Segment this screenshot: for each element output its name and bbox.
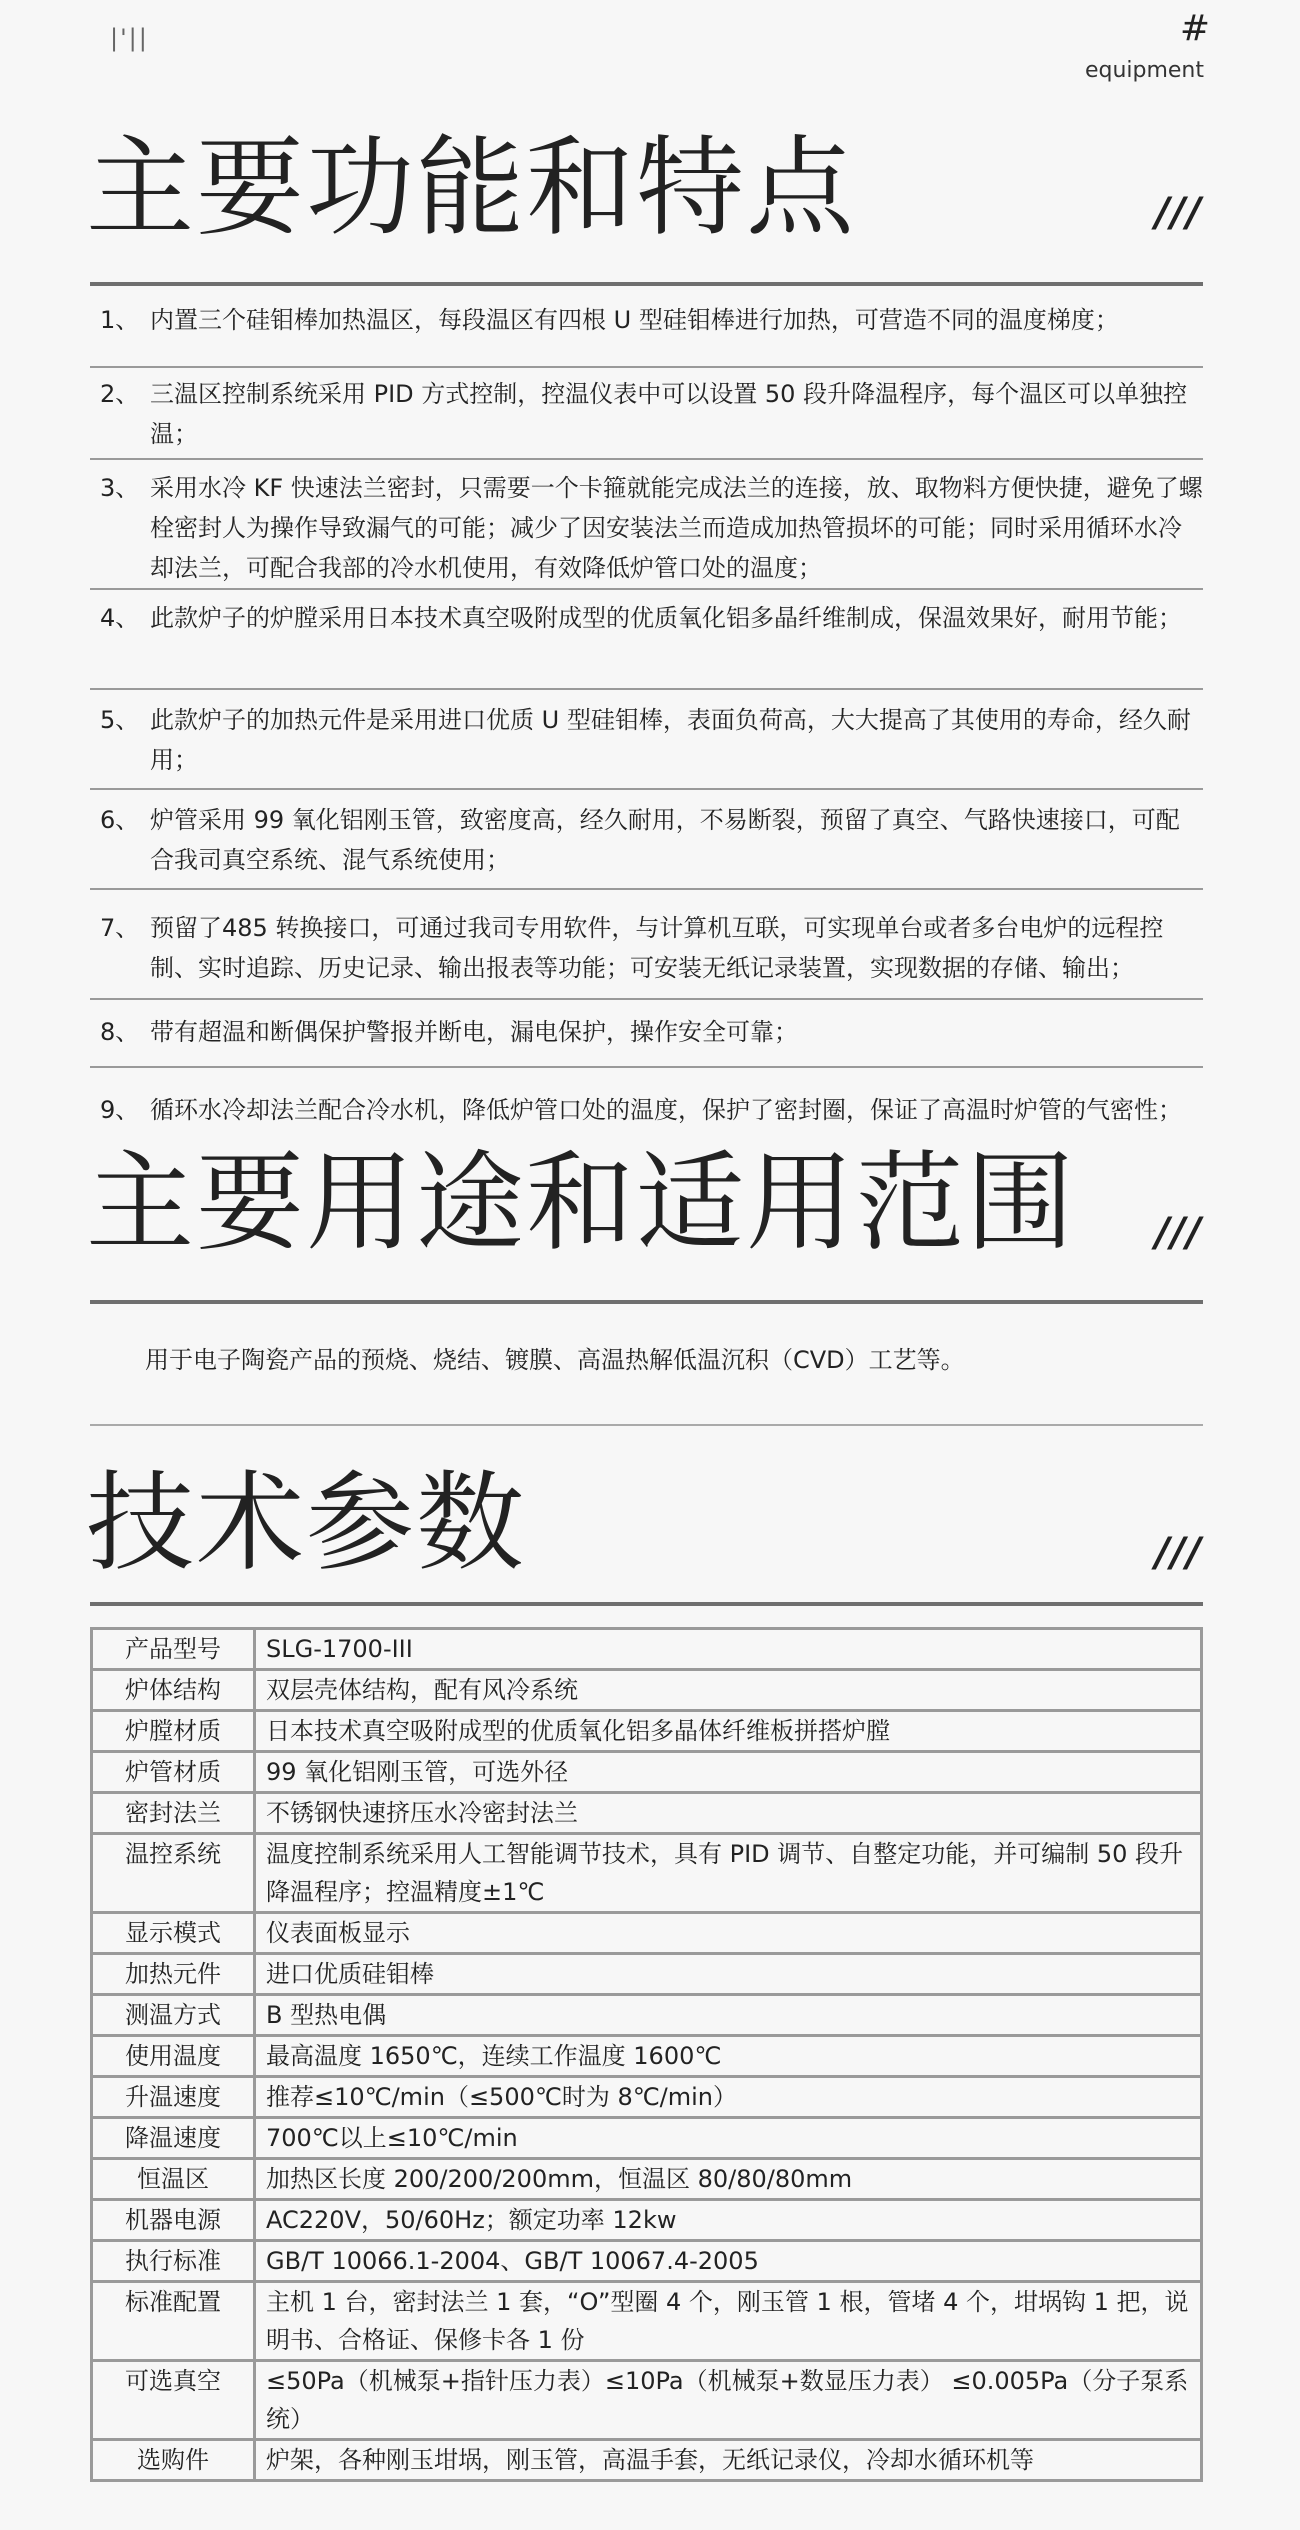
list-item [90, 368, 1203, 460]
spec-value: 温度控制系统采用人工智能调节技术，具有 PID 调节、自整定功能，并可编制 50 段升降温程序；控温精度±1℃ [255, 1834, 1202, 1913]
spec-key: 恒温区 [92, 2159, 255, 2200]
item-text: 内置三个硅钼棒加热温区，每段温区有四根 U 型硅钼棒进行加热，可营造不同的温度梯度； [150, 306, 1119, 334]
specs-table [90, 1627, 1203, 2482]
item-number: 5、 [100, 706, 140, 734]
equipment-label: equipment [1084, 58, 1204, 83]
table-row [92, 1995, 1202, 2036]
spec-value: 99 氧化铝刚玉管，可选外径 [255, 1752, 1202, 1793]
section-divider [90, 1300, 1203, 1304]
spec-key: 使用温度 [92, 2036, 255, 2077]
item-number: 7、 [100, 914, 140, 942]
item-number: 1、 [100, 306, 140, 334]
spec-key: 机器电源 [92, 2200, 255, 2241]
spec-value: B 型热电偶 [255, 1995, 1202, 2036]
table-row [92, 1954, 1202, 1995]
hash-icon: # [1179, 8, 1210, 49]
section-divider [90, 282, 1203, 286]
spec-value: AC220V，50/60Hz；额定功率 12kw [255, 2200, 1202, 2241]
table-row [92, 2241, 1202, 2282]
item-number: 2、 [100, 380, 140, 408]
spec-key: 温控系统 [92, 1834, 255, 1913]
slashes-decoration: /// [1155, 1210, 1202, 1256]
item-text: 带有超温和断偶保护警报并断电，漏电保护，操作安全可靠； [150, 1018, 798, 1046]
list-item [90, 1068, 1203, 1132]
spec-key: 执行标准 [92, 2241, 255, 2282]
item-text: 三温区控制系统采用 PID 方式控制，控温仪表中可以设置 50 段升降温程序，每个温区可以单独控温； [150, 380, 1188, 448]
spec-key: 测温方式 [92, 1995, 255, 2036]
spec-value: 主机 1 台，密封法兰 1 套，“O”型圈 4 个，刚玉管 1 根，管堵 4 个，坩埚钩 1 把，说明书、合格证、保修卡各 1 份 [255, 2282, 1202, 2361]
spec-key: 升温速度 [92, 2077, 255, 2118]
table-row [92, 1752, 1202, 1793]
list-item [90, 460, 1203, 590]
spec-value: GB/T 10066.1-2004、GB/T 10067.4-2005 [255, 2241, 1202, 2282]
list-item [90, 1000, 1203, 1068]
spec-key: 密封法兰 [92, 1793, 255, 1834]
spec-value: 最高温度 1650℃，连续工作温度 1600℃ [255, 2036, 1202, 2077]
spec-value: 炉架，各种刚玉坩埚，刚玉管，高温手套，无纸记录仪，冷却水循环机等 [255, 2440, 1202, 2481]
item-number: 8、 [100, 1018, 140, 1046]
usage-text: 用于电子陶瓷产品的预烧、烧结、镀膜、高温热解低温沉积（CVD）工艺等。 [145, 1346, 965, 1374]
table-row [92, 2440, 1202, 2481]
usage-divider [90, 1424, 1203, 1426]
spec-key: 可选真空 [92, 2361, 255, 2440]
item-text: 循环水冷却法兰配合冷水机，降低炉管口处的温度，保护了密封圈，保证了高温时炉管的气密性； [150, 1096, 1182, 1124]
spec-key: 炉膛材质 [92, 1711, 255, 1752]
spec-value: SLG-1700-III [255, 1629, 1202, 1670]
spec-key: 炉管材质 [92, 1752, 255, 1793]
item-text: 采用水冷 KF 快速法兰密封，只需要一个卡箍就能完成法兰的连接，放、取物料方便快捷，避免了螺栓密封人为操作导致漏气的可能；减少了因安装法兰而造成加热管损坏的可能；同时采用循环水冷却法兰，可配合我部的冷水机使用，有效降低炉管口处的温度； [150, 474, 1203, 582]
table-row [92, 2036, 1202, 2077]
table-row [92, 2361, 1202, 2440]
item-text: 预留了485 转换接口，可通过我司专用软件，与计算机互联，可实现单台或者多台电炉的远程控制、实时追踪、历史记录、输出报表等功能；可安装无纸记录装置，实现数据的存储、输出； [150, 914, 1164, 982]
table-row [92, 2159, 1202, 2200]
spec-key: 标准配置 [92, 2282, 255, 2361]
spec-value: 不锈钢快速挤压水冷密封法兰 [255, 1793, 1202, 1834]
spec-value: 仪表面板显示 [255, 1913, 1202, 1954]
table-row [92, 2077, 1202, 2118]
table-row [92, 2200, 1202, 2241]
item-text: 此款炉子的加热元件是采用进口优质 U 型硅钼棒，表面负荷高，大大提高了其使用的寿命，经久耐用； [150, 706, 1191, 774]
item-text: 此款炉子的炉膛采用日本技术真空吸附成型的优质氧化铝多晶纤维制成，保温效果好，耐用节能； [150, 604, 1182, 632]
table-row [92, 1793, 1202, 1834]
spec-key: 降温速度 [92, 2118, 255, 2159]
list-item [90, 890, 1203, 1000]
spec-value: 700℃以上≤10℃/min [255, 2118, 1202, 2159]
slashes-decoration: /// [1155, 1530, 1202, 1576]
spec-value: 双层壳体结构，配有风冷系统 [255, 1670, 1202, 1711]
item-text: 炉管采用 99 氧化铝刚玉管，致密度高，经久耐用，不易断裂，预留了真空、气路快速接口，可配合我司真空系统、混气系统使用； [150, 806, 1180, 874]
features-title: 主要功能和特点 [86, 126, 857, 251]
features-list [90, 300, 1203, 1132]
table-row [92, 1711, 1202, 1752]
spec-value: 进口优质硅钼棒 [255, 1954, 1202, 1995]
table-row [92, 2118, 1202, 2159]
item-number: 4、 [100, 604, 140, 632]
spec-key: 炉体结构 [92, 1670, 255, 1711]
table-row [92, 1629, 1202, 1670]
list-item [90, 590, 1203, 690]
slashes-decoration: /// [1155, 190, 1202, 236]
item-number: 3、 [100, 474, 140, 502]
spec-value: 加热区长度 200/200/200mm，恒温区 80/80/80mm [255, 2159, 1202, 2200]
spec-key: 产品型号 [92, 1629, 255, 1670]
list-item [90, 690, 1203, 790]
spec-value: 日本技术真空吸附成型的优质氧化铝多晶体纤维板拼搭炉膛 [255, 1711, 1202, 1752]
item-number: 6、 [100, 806, 140, 834]
spec-value: 推荐≤10℃/min（≤500℃时为 8℃/min） [255, 2077, 1202, 2118]
top-mark: |'|| [110, 24, 149, 52]
section-divider [90, 1602, 1203, 1606]
spec-key: 加热元件 [92, 1954, 255, 1995]
table-row [92, 1834, 1202, 1913]
table-row [92, 1670, 1202, 1711]
item-number: 9、 [100, 1096, 140, 1124]
spec-key: 显示模式 [92, 1913, 255, 1954]
spec-value: ≤50Pa（机械泵+指针压力表）≤10Pa（机械泵+数显压力表） ≤0.005Pa（分子泵系统） [255, 2361, 1202, 2440]
spec-key: 选购件 [92, 2440, 255, 2481]
specs-title: 技术参数 [86, 1461, 527, 1586]
table-row [92, 2282, 1202, 2361]
table-row [92, 1913, 1202, 1954]
usage-title: 主要用途和适用范围 [86, 1141, 1077, 1266]
list-item [90, 300, 1203, 368]
list-item [90, 790, 1203, 890]
